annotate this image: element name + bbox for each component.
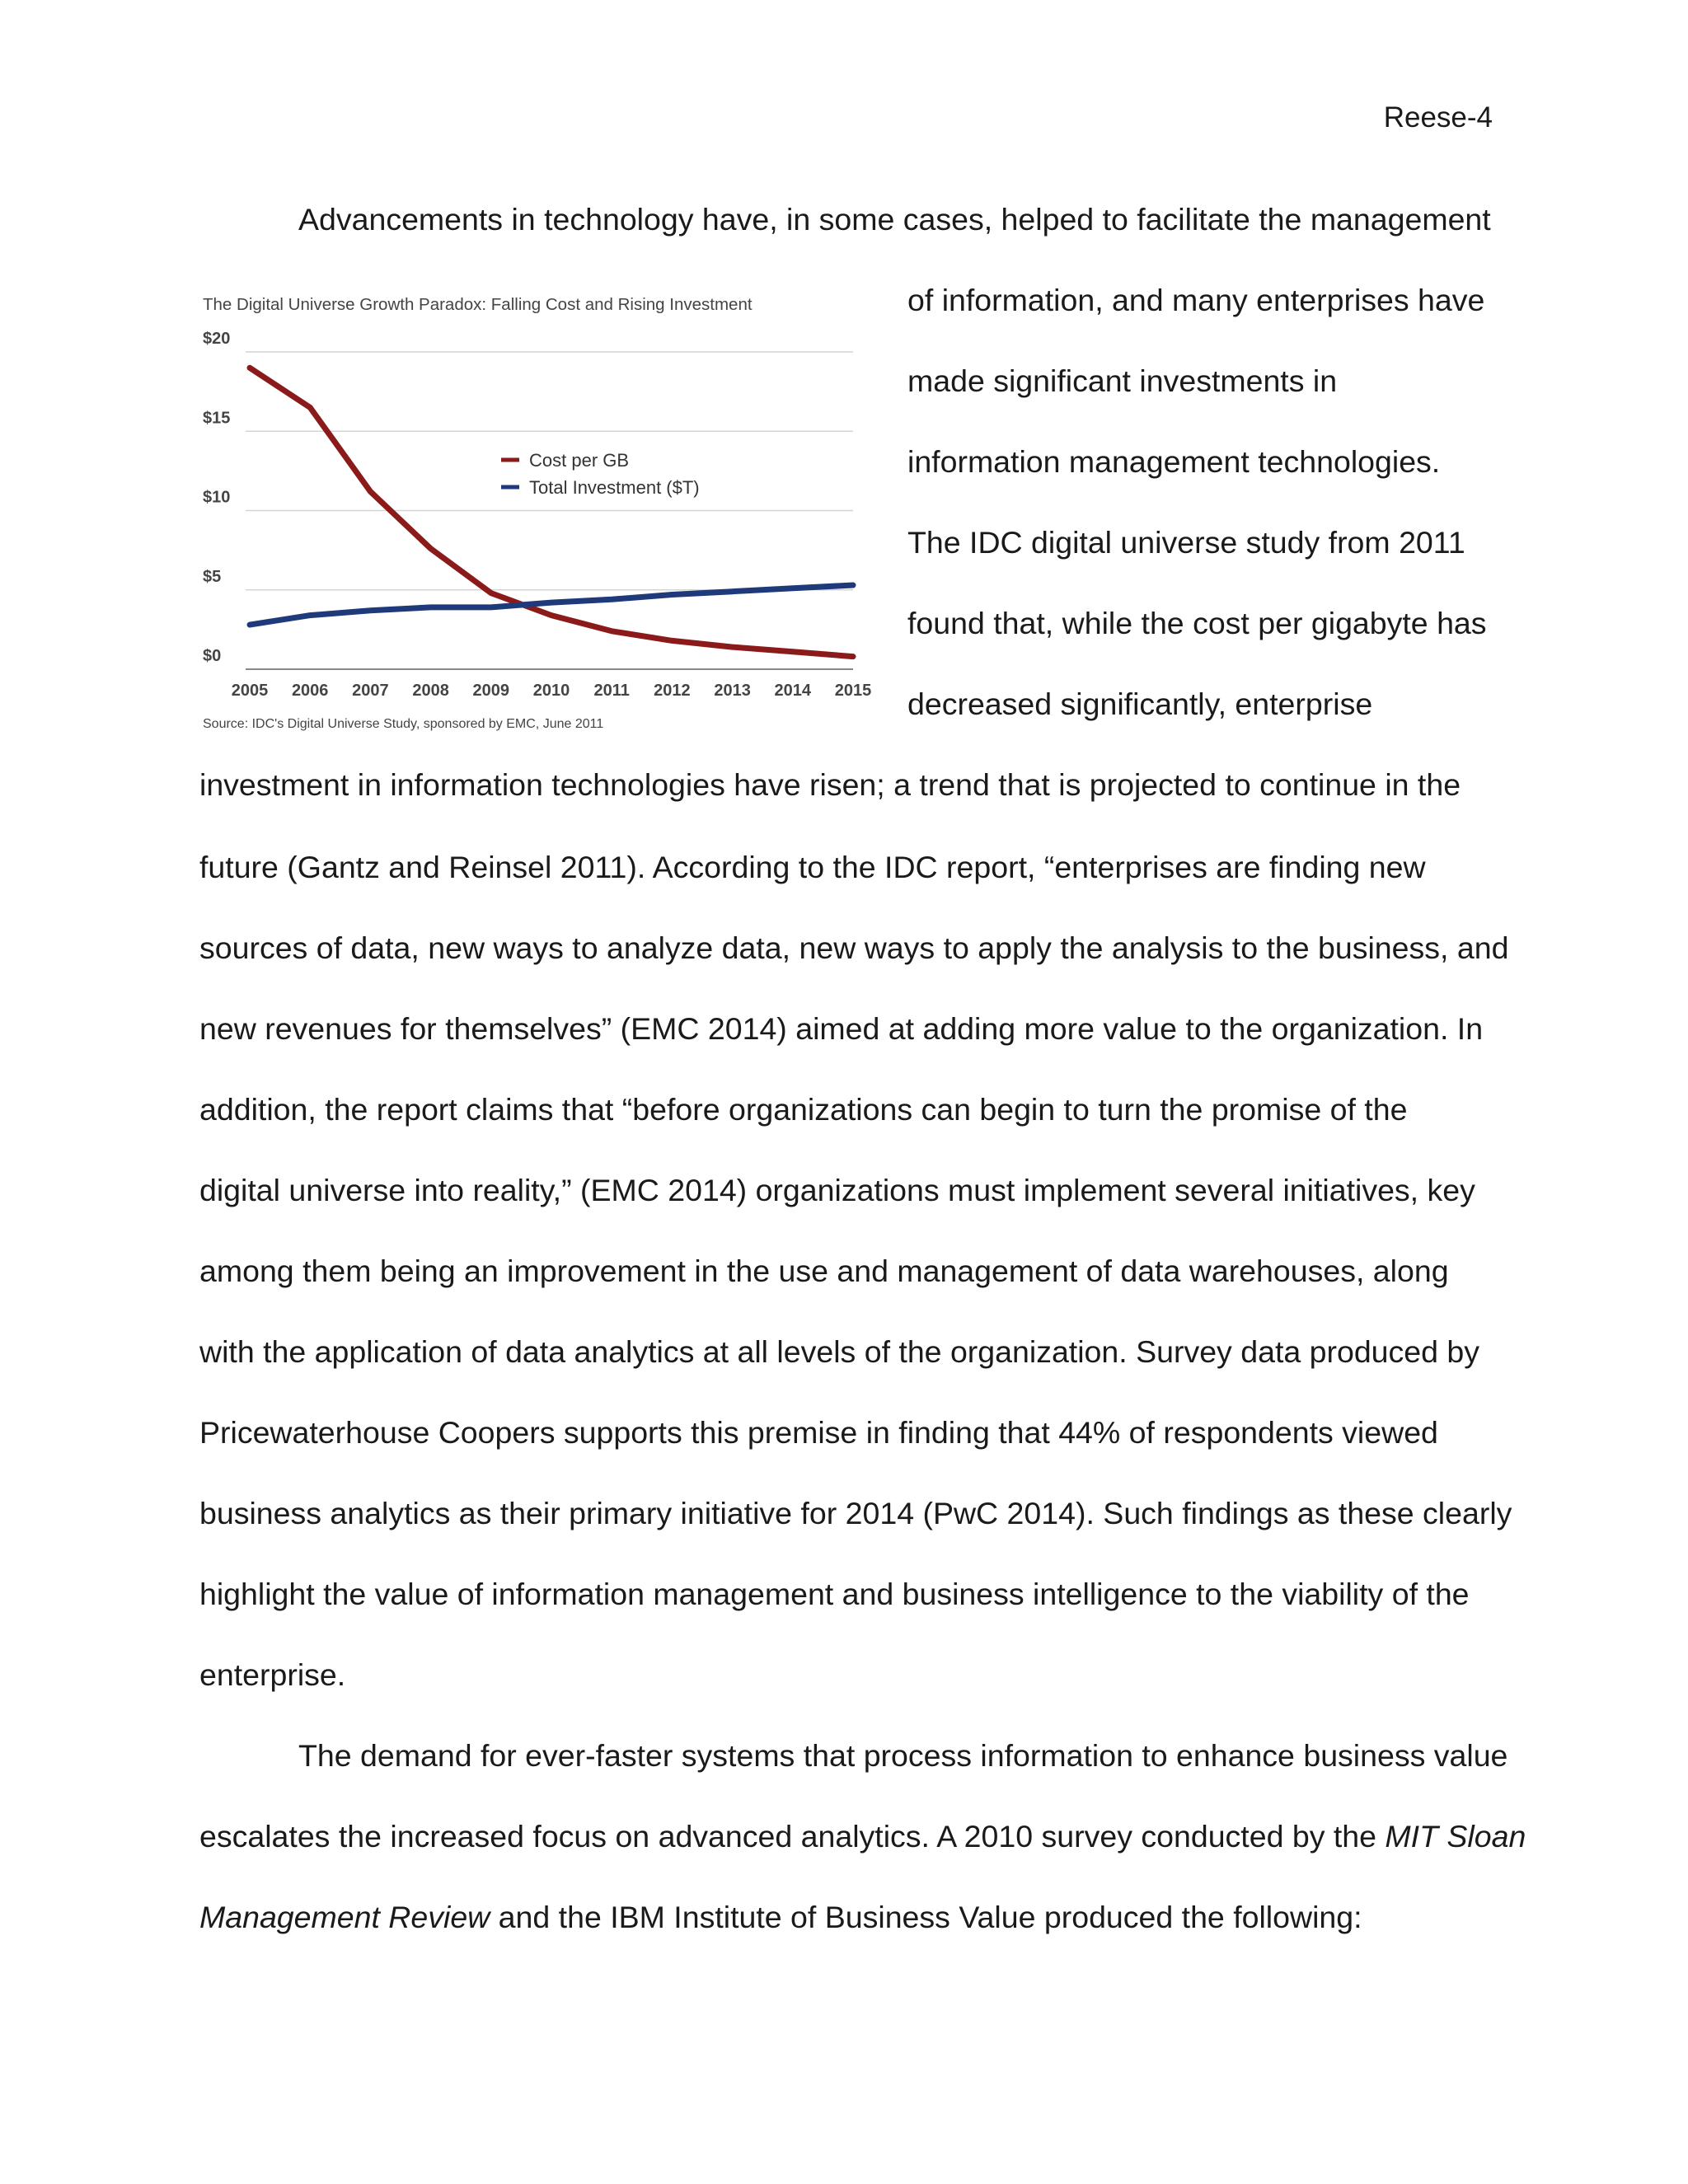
paragraph-line: of information, and many enterprises have xyxy=(907,283,1485,317)
paragraph-line: among them being an improvement in the use and management of data warehouses, along xyxy=(199,1254,1449,1288)
journal-title-italic: Management Review xyxy=(199,1900,490,1934)
paragraph-line: Pricewaterhouse Coopers supports this premise in finding that 44% of respondents viewed xyxy=(199,1415,1438,1450)
paragraph-line: future (Gantz and Reinsel 2011). According to the IDC report, “enterprises are finding new xyxy=(199,850,1426,884)
legend-label: Total Investment ($T) xyxy=(529,477,700,498)
paragraph-line: information management technologies. xyxy=(907,444,1441,479)
x-tick-label: 2014 xyxy=(774,682,812,700)
paragraph-line xyxy=(199,1896,1502,1938)
y-tick-label: $0 xyxy=(203,647,222,665)
chart-title: The Digital Universe Growth Paradox: Falling Cost and Rising Investment xyxy=(203,295,753,314)
series-line-total-investment xyxy=(250,585,853,625)
paragraph-line: business analytics as their primary initiative for 2014 (PwC 2014). Such findings as these clearly xyxy=(199,1496,1512,1530)
paragraph-line xyxy=(199,1815,1526,1858)
y-tick-label: $20 xyxy=(203,330,231,348)
x-tick-label: 2007 xyxy=(352,682,389,700)
paragraph-line: enterprise. xyxy=(199,1657,346,1692)
paragraph-line: new revenues for themselves” (EMC 2014) aimed at adding more value to the organization. In xyxy=(199,1011,1484,1046)
paragraph-line: made significant investments in xyxy=(907,363,1338,398)
paragraph-line: decreased significantly, enterprise xyxy=(907,687,1373,721)
paragraph-line: investment in information technologies have risen; a trend that is projected to continue in the xyxy=(199,767,1461,802)
x-tick-label: 2015 xyxy=(834,682,872,700)
y-tick-label: $10 xyxy=(203,488,231,507)
paragraph-line: digital universe into reality,” (EMC 2014) organizations must implement several initiatives, key xyxy=(199,1173,1475,1207)
x-tick-label: 2011 xyxy=(593,682,630,700)
x-tick-label: 2012 xyxy=(654,682,691,700)
paragraph-line: with the application of data analytics at all levels of the organization. Survey data produced by xyxy=(199,1334,1480,1369)
paragraph-line: sources of data, new ways to analyze data, new ways to apply the analysis to the business, and xyxy=(199,930,1509,965)
x-tick-label: 2010 xyxy=(532,682,570,700)
paragraph-line: addition, the report claims that “before organizations can begin to turn the promise of the xyxy=(199,1092,1408,1127)
x-tick-label: 2006 xyxy=(291,682,329,700)
y-tick-label: $15 xyxy=(203,409,231,428)
legend-label: Cost per GB xyxy=(529,450,630,471)
text-run: and the IBM Institute of Business Value produced the following: xyxy=(490,1900,1362,1934)
journal-title-italic: MIT Sloan xyxy=(1385,1819,1526,1854)
chart-source: Source: IDC's Digital Universe Study, sponsored by EMC, June 2011 xyxy=(203,717,604,731)
paragraph-line: The IDC digital universe study from 2011 xyxy=(907,525,1465,560)
chart-figure xyxy=(196,290,880,742)
y-tick-label: $5 xyxy=(203,567,222,586)
paragraph-line: The demand for ever-faster systems that process information to enhance business value xyxy=(298,1738,1508,1773)
paragraph-line: highlight the value of information management and business intelligence to the viability of the xyxy=(199,1577,1470,1611)
x-tick-label: 2005 xyxy=(231,682,269,700)
paragraph-line: Advancements in technology have, in some cases, helped to facilitate the management xyxy=(298,202,1491,237)
line-chart xyxy=(196,290,880,742)
x-tick-label: 2009 xyxy=(472,682,510,700)
text-run: escalates the increased focus on advanced analytics. A 2010 survey conducted by the xyxy=(199,1819,1386,1854)
x-tick-label: 2008 xyxy=(412,682,449,700)
x-tick-label: 2013 xyxy=(714,682,751,700)
page-header: Reese-4 xyxy=(1383,101,1493,134)
paragraph-line: found that, while the cost per gigabyte has xyxy=(907,606,1487,640)
